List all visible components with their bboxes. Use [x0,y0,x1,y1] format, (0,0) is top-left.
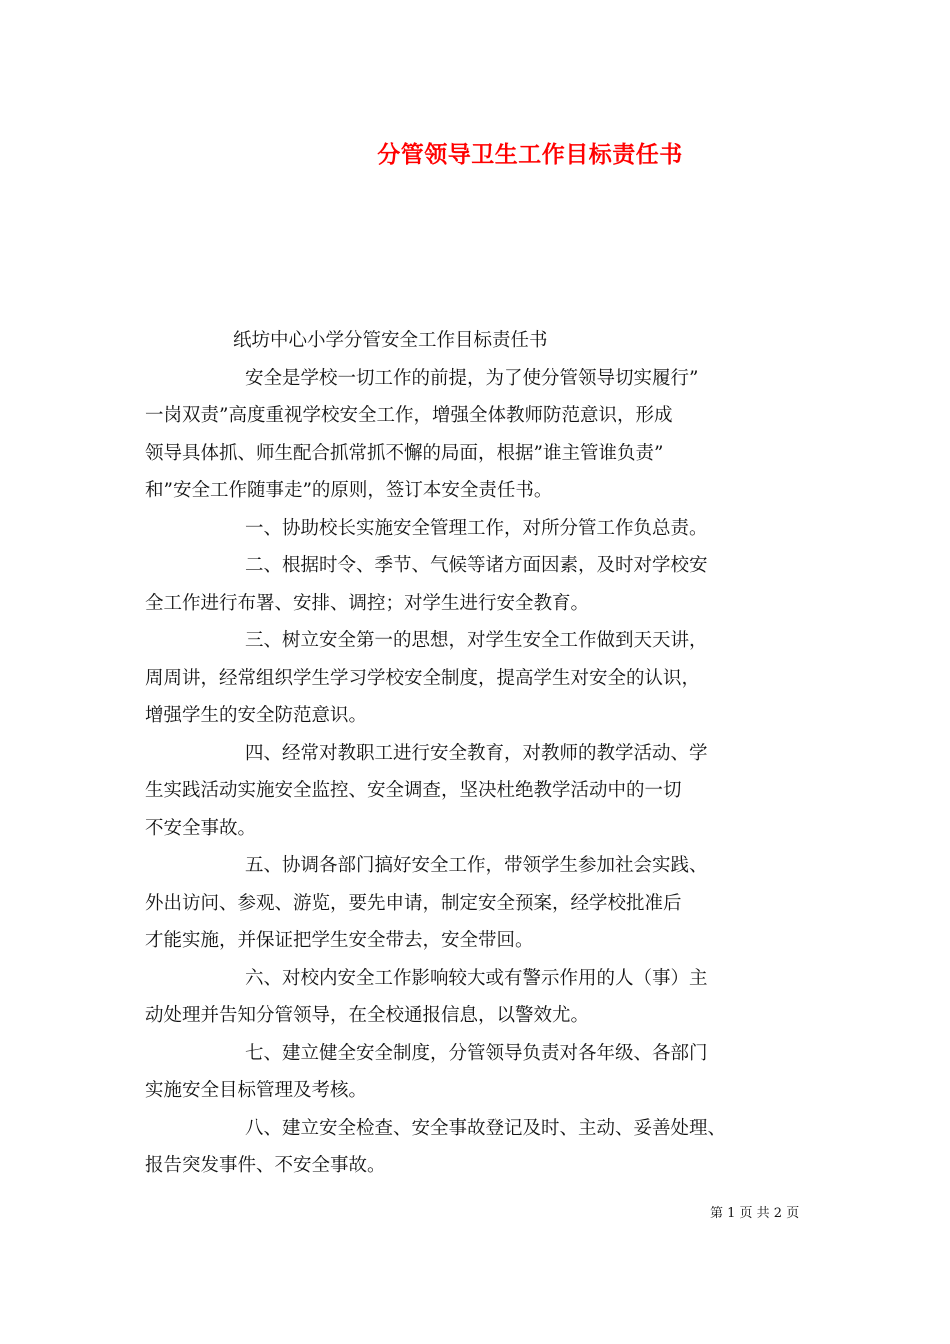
paragraph-line: 不安全事故。 [145,817,257,839]
paragraph-line: 安全是学校一切工作的前提，为了使分管领导切实履行” [245,367,699,389]
page-title: 分管领导卫生工作目标责任书 [377,142,683,168]
paragraph-line: 二、根据时令、季节、气候等诸方面因素，及时对学校安 [245,555,708,576]
paragraph-line: 五、协调各部门搞好安全工作，带领学生参加社会实践、 [245,855,708,876]
document-subtitle: 纸坊中心小学分管安全工作目标责任书 [233,330,548,351]
paragraph-line: 全工作进行布署、安排、调控；对学生进行安全教育。 [145,592,590,614]
paragraph-line: 生实践活动实施安全监控、安全调查，坚决杜绝教学活动中的一切 [145,780,682,801]
paragraph-line: 四、经常对教职工进行安全教育，对教师的教学活动、学 [245,742,708,764]
paragraph-line: 才能实施，并保证把学生安全带去，安全带回。 [145,930,534,951]
paragraph-line: 一岗双责”高度重视学校安全工作，增强全体教师防范意识，形成 [145,405,673,426]
paragraph-line: 和”安全工作随事走”的原则，签订本安全责任书。 [145,480,553,501]
document-body [145,322,830,1185]
paragraph-line: 报告突发事件、不安全事故。 [145,1155,386,1176]
paragraph-line: 三、树立安全第一的思想，对学生安全工作做到天天讲， [245,630,708,651]
paragraph-line: 领导具体抓、师生配合抓常抓不懈的局面，根据”谁主管谁负责” [145,442,664,464]
paragraph-line: 六、对校内安全工作影响较大或有警示作用的人（事）主 [245,967,708,989]
paragraph-line: 一、协助校长实施安全管理工作，对所分管工作负总责。 [245,517,708,539]
paragraph-line: 动处理并告知分管领导，在全校通报信息，以警效尤。 [145,1005,590,1026]
paragraph-line: 周周讲，经常组织学生学习学校安全制度，提高学生对安全的认识， [145,667,701,689]
paragraph-line: 增强学生的安全防范意识。 [145,705,368,726]
page-number: 第 1 页 共 2 页 [710,1206,800,1221]
paragraph-line: 外出访问、参观、游览，要先申请，制定安全预案，经学校批准后 [145,892,682,914]
paragraph-line: 七、建立健全安全制度，分管领导负责对各年级、各部门 [245,1042,708,1064]
paragraph-line: 八、建立安全检查、安全事故登记及时、主动、妥善处理、 [245,1117,727,1139]
paragraph-line: 实施安全目标管理及考核。 [145,1080,368,1101]
